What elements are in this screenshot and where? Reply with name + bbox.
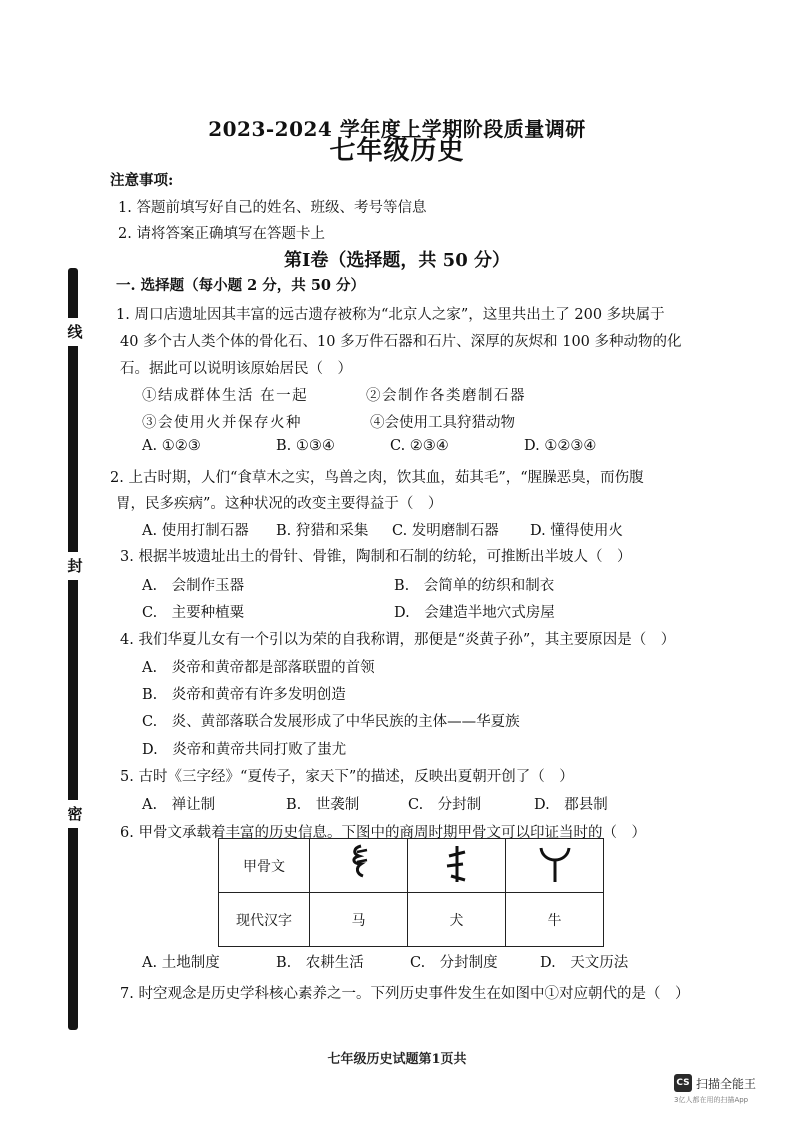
q5-option-d: D. 郡县制 bbox=[534, 797, 608, 813]
q1-option-d: D. ①②③④ bbox=[524, 438, 597, 454]
q1-option-a: A. ①②③ bbox=[142, 438, 201, 454]
oracle-glyph-ox bbox=[506, 839, 604, 893]
question-3-stem: 3. 根据半坡遗址出土的骨针、骨锥，陶制和石制的纺轮，可推断出半坡人（ ） bbox=[120, 549, 632, 565]
question-5-stem: 5. 古时《三字经》“夏传子，家天下”的描述，反映出夏朝开创了（ ） bbox=[120, 769, 574, 785]
note-item: 2. 请将答案正确填写在答题卡上 bbox=[118, 226, 325, 242]
q4-option-b: B. 炎帝和黄帝有许多发明创造 bbox=[142, 687, 346, 703]
modern-char-ox: 牛 bbox=[506, 893, 604, 947]
q4-option-a: A. 炎帝和黄帝都是部落联盟的首领 bbox=[142, 660, 375, 676]
q5-option-a: A. 禅让制 bbox=[142, 797, 216, 813]
section-title: 一. 选择题（每小题 2 分，共 50 分） bbox=[116, 277, 366, 294]
question-4-stem: 4. 我们华夏儿女有一个引以为荣的自我称谓，那便是“炎黄子孙”，其主要原因是（ ） bbox=[120, 632, 676, 648]
binding-char-feng: 封 bbox=[64, 552, 86, 580]
q5-option-c: C. 分封制 bbox=[408, 797, 482, 813]
modern-char-dog: 犬 bbox=[408, 893, 506, 947]
q2-option-c: C. 发明磨制石器 bbox=[392, 523, 499, 539]
question-6-stem: 6. 甲骨文承载着丰富的历史信息。下图中的商周时期甲骨文可以印证当时的（ ） bbox=[120, 825, 646, 841]
oracle-glyph-horse bbox=[310, 839, 408, 893]
question-1-line: 石。据此可以说明该原始居民（ ） bbox=[120, 361, 352, 377]
question-2-line: 2. 上古时期，人们“食草木之实，鸟兽之肉，饮其血，茹其毛”，“腥臊恶臭，而伤腹 bbox=[110, 470, 644, 486]
modern-char-horse: 马 bbox=[310, 893, 408, 947]
exam-title: 2023-2024 学年度上学期阶段质量调研 bbox=[208, 117, 586, 141]
binding-char-xian: 线 bbox=[64, 318, 86, 346]
q4-option-c: C. 炎、黄部落联合发展形成了中华民族的主体——华夏族 bbox=[142, 714, 520, 730]
q1-option-b: B. ①③④ bbox=[276, 438, 335, 454]
q1-statement: ④会使用工具狩猎动物 bbox=[370, 415, 515, 431]
q3-option-c: C. 主要种植粟 bbox=[142, 605, 245, 621]
q6-option-c: C. 分封制度 bbox=[410, 955, 498, 971]
modern-row-label: 现代汉字 bbox=[219, 893, 310, 947]
q5-option-b: B. 世袭制 bbox=[286, 797, 360, 813]
watermark-app-name: 扫描全能王 bbox=[696, 1077, 757, 1091]
oracle-bone-table bbox=[218, 838, 604, 947]
dog-oracle-icon bbox=[437, 842, 477, 886]
page-footer: 七年级历史试题第1页共 bbox=[327, 1052, 467, 1067]
question-2-line: 胃，民多疾病”。这种状况的改变主要得益于（ ） bbox=[116, 496, 443, 512]
watermark-tagline: 3亿人都在用的扫描App bbox=[674, 1096, 749, 1104]
q3-option-d: D. 会建造半地穴式房屋 bbox=[394, 605, 555, 621]
q6-option-d: D. 天文历法 bbox=[540, 955, 629, 971]
binding-line bbox=[68, 268, 78, 1030]
q2-option-d: D. 懂得使用火 bbox=[530, 523, 623, 539]
part-title: 第Ⅰ卷（选择题，共 50 分） bbox=[283, 250, 510, 271]
ox-oracle-icon bbox=[535, 842, 575, 886]
q4-option-d: D. 炎帝和黄帝共同打败了蚩尤 bbox=[142, 742, 347, 758]
q1-option-c: C. ②③④ bbox=[390, 438, 449, 454]
q1-statement: ①结成群体生活 在一起 bbox=[142, 388, 309, 404]
q6-option-a: A. 土地制度 bbox=[142, 955, 220, 971]
q2-option-a: A. 使用打制石器 bbox=[142, 523, 249, 539]
q2-option-b: B. 狩猎和采集 bbox=[276, 523, 369, 539]
horse-oracle-icon bbox=[339, 842, 379, 886]
camscanner-logo-icon: CS bbox=[674, 1074, 692, 1092]
q1-statement: ②会制作各类磨制石器 bbox=[366, 388, 526, 404]
notes-heading: 注意事项: bbox=[110, 172, 174, 189]
exam-subject: 七年级历史 bbox=[329, 136, 465, 166]
q1-statement: ③会使用火并保存火种 bbox=[142, 415, 302, 431]
oracle-glyph-dog bbox=[408, 839, 506, 893]
note-item: 1. 答题前填写好自己的姓名、班级、考号等信息 bbox=[118, 200, 427, 216]
oracle-row-label: 甲骨文 bbox=[219, 839, 310, 893]
question-7-stem: 7. 时空观念是历史学科核心素养之一。下列历史事件发生在如图中①对应朝代的是（ ） bbox=[120, 986, 690, 1002]
question-1-line: 1. 周口店遗址因其丰富的远古遗存被称为“北京人之家”，这里共出土了 200 多块属于 bbox=[116, 307, 665, 323]
binding-char-mi: 密 bbox=[64, 800, 86, 828]
q3-option-a: A. 会制作玉器 bbox=[142, 578, 245, 594]
question-1-line: 40 多个古人类个体的骨化石、10 多万件石器和石片、深厚的灰烬和 100 多种动物的化 bbox=[120, 334, 682, 350]
q3-option-b: B. 会简单的纺织和制衣 bbox=[394, 578, 555, 594]
q6-option-b: B. 农耕生活 bbox=[276, 955, 364, 971]
